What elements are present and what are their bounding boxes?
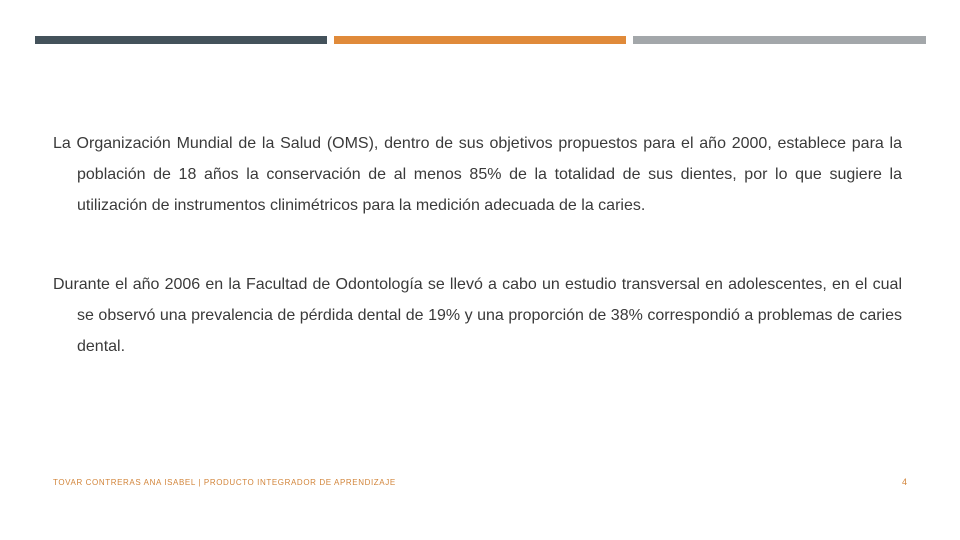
slide-body: [53, 128, 902, 362]
accent-bar-gray: [633, 36, 926, 44]
paragraph-oms: La Organización Mundial de la Salud (OMS), dentro de sus objetivos propuestos para el año 2000, establece para la población de 18 años la conservación de al menos 85% de la totalidad de sus dientes, por lo que sugiere la utilización de instrumentos clinimétricos para la medición adecuada de la caries.: [53, 135, 902, 214]
footer-text: TOVAR CONTRERAS ANA ISABEL | PRODUCTO INTEGRADOR DE APRENDIZAJE: [53, 478, 396, 487]
paragraph-estudio: Durante el año 2006 en la Facultad de Odontología se llevó a cabo un estudio transversal en adolescentes, en el cual se observó una prevalencia de pérdida dental de 19% y una proporción de 38% correspondió a problemas de caries dental.: [53, 276, 902, 355]
accent-bar-dark: [35, 36, 327, 44]
header-accent-bars: [35, 36, 926, 44]
page-number: 4: [901, 477, 907, 487]
accent-bar-orange: [334, 36, 626, 44]
